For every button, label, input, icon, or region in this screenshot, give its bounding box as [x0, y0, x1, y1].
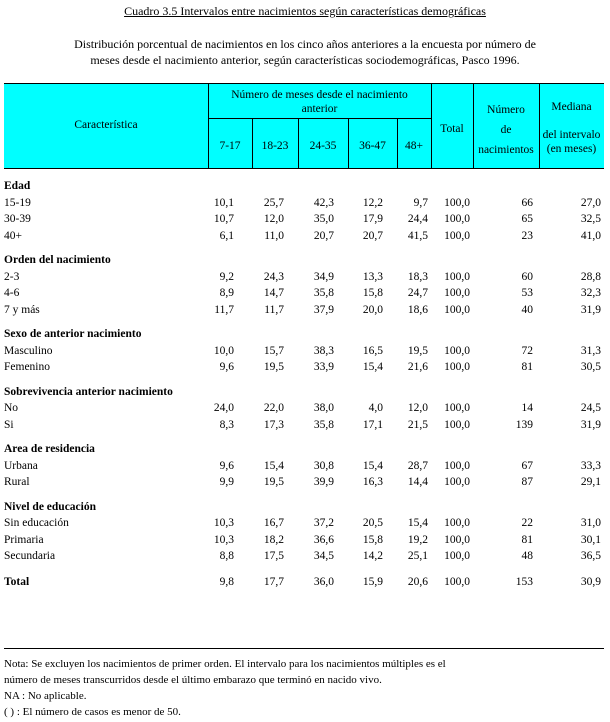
cell-n: 72: [521, 344, 533, 357]
cell-n: 65: [521, 213, 533, 225]
cell-med: 41,0: [580, 229, 601, 242]
cell-c1: 9,8: [219, 575, 234, 588]
cell-c2: 11,7: [264, 303, 284, 316]
cell-c3: 34,5: [313, 550, 334, 562]
cell-c1: 9,2: [219, 270, 234, 283]
cell-c2: 15,4: [263, 459, 284, 472]
row-label: Urbana: [4, 459, 38, 472]
cell-c5: 19,5: [407, 344, 428, 357]
cell-c2: 19,5: [263, 361, 284, 373]
cell-n: 23: [521, 229, 533, 242]
header-mediana: Mediana del intervalo (en meses): [542, 101, 601, 155]
cell-med: 27,0: [580, 196, 601, 209]
cell-c1: 24,0: [213, 402, 234, 414]
note-line: Nota: Se excluyen los nacimientos de primer orden. El intervalo para los nacimientos múltiples es el: [4, 658, 446, 670]
cell-c2: 17,5: [263, 550, 284, 562]
cell-med: 30,9: [580, 575, 601, 588]
table-row: [4, 474, 604, 491]
cell-c4: 15,8: [362, 533, 383, 546]
cell-c3: 39,9: [313, 476, 334, 488]
cell-c4: 15,8: [362, 287, 383, 299]
section-heading: Area de residencia: [4, 443, 95, 455]
cell-n: 153: [515, 575, 533, 588]
cell-n: 53: [521, 287, 533, 299]
cell-c2: 19,5: [263, 476, 284, 488]
row-label: Total: [4, 575, 30, 588]
cell-c4: 20,5: [362, 517, 383, 529]
section-heading: Orden del nacimiento: [4, 254, 111, 266]
cell-med: 30,5: [580, 361, 601, 373]
table-row: [4, 211, 604, 228]
row-label: Secundaria: [4, 550, 56, 562]
cell-total: 100,0: [444, 533, 470, 546]
cell-med: 36,5: [580, 550, 601, 562]
cell-c2: 14,7: [263, 287, 284, 299]
cell-c1: 9,9: [219, 476, 234, 488]
cell-c3: 36,6: [313, 533, 334, 546]
table-row: [4, 195, 604, 212]
cell-c4: 15,4: [362, 459, 383, 472]
cell-c4: 4,0: [368, 402, 383, 414]
section-heading: Edad: [4, 180, 31, 192]
cell-c1: 10,3: [213, 517, 234, 529]
section-heading: Sexo de anterior nacimiento: [4, 328, 142, 340]
table-row: [4, 343, 604, 360]
table-header: [4, 83, 604, 169]
table-row: [4, 417, 604, 434]
cell-total: 100,0: [444, 196, 470, 209]
header-col-18-23: 18-23: [261, 140, 289, 152]
row-label: Masculino: [4, 344, 53, 357]
cell-med: 30,1: [580, 533, 601, 546]
cell-c3: 30,8: [313, 459, 334, 472]
cell-c3: 38,3: [313, 344, 334, 357]
cell-total: 100,0: [444, 213, 470, 225]
cell-total: 100,0: [444, 476, 470, 488]
note-line: ( ) : El número de casos es menor de 50.: [4, 706, 181, 718]
cell-c1: 10,0: [213, 344, 234, 357]
table-row: [4, 532, 604, 549]
cell-c3: 33,9: [313, 361, 334, 373]
row-label: Primaria: [4, 533, 44, 546]
cell-c5: 41,5: [407, 229, 428, 242]
cell-n: 81: [521, 533, 533, 546]
cell-c3: 36,0: [313, 575, 334, 588]
cell-c4: 13,3: [362, 270, 383, 283]
cell-c5: 24,7: [407, 287, 428, 299]
cell-total: 100,0: [444, 517, 470, 529]
cell-c4: 14,2: [362, 550, 383, 562]
header-numero: Número de nacimientos: [478, 104, 534, 156]
cell-c4: 16,5: [362, 344, 383, 357]
row-label: 4-6: [4, 287, 20, 299]
cell-med: 31,9: [580, 303, 601, 316]
cell-c2: 24,3: [263, 270, 284, 283]
cell-c2: 15,7: [263, 344, 284, 357]
cell-c5: 21,6: [407, 361, 428, 373]
cell-n: 87: [521, 476, 533, 488]
cell-c4: 12,2: [362, 196, 383, 209]
section-heading: Sobrevivencia anterior nacimiento: [4, 385, 173, 398]
cell-total: 100,0: [444, 402, 470, 414]
cell-c2: 16,7: [263, 517, 284, 529]
cell-c1: 10,7: [213, 213, 234, 225]
header-total: Total: [440, 123, 464, 135]
cell-c4: 15,9: [362, 575, 383, 588]
cell-med: 29,1: [580, 476, 601, 488]
cell-c5: 19,2: [407, 533, 428, 546]
cell-c2: 25,7: [263, 196, 284, 209]
row-label: Rural: [4, 476, 30, 488]
cell-c1: 8,9: [219, 287, 234, 299]
cell-n: 67: [521, 459, 533, 472]
row-label: 40+: [4, 229, 22, 242]
cell-c1: 9,6: [219, 459, 234, 472]
table-row: [4, 359, 604, 376]
cell-c1: 6,1: [219, 229, 234, 242]
cell-c3: 42,3: [313, 196, 334, 209]
cell-c3: 35,8: [313, 287, 334, 299]
cell-n: 22: [521, 517, 533, 529]
cell-c2: 17,7: [263, 575, 284, 588]
cell-c2: 18,2: [263, 533, 284, 546]
table-row: [4, 302, 604, 319]
cell-c5: 9,7: [413, 196, 428, 209]
cell-c1: 10,1: [213, 196, 234, 209]
table-notes: [4, 656, 604, 720]
cell-n: 60: [521, 270, 533, 283]
cell-c1: 10,3: [213, 533, 234, 546]
cell-c4: 20,0: [362, 303, 383, 316]
table-row: [4, 458, 604, 475]
total-row: [4, 574, 604, 591]
table-row: [4, 400, 604, 417]
cell-total: 100,0: [444, 459, 470, 472]
cell-c1: 11,7: [214, 303, 234, 316]
cell-n: 66: [521, 196, 533, 209]
cell-c5: 18,6: [407, 303, 428, 316]
cell-c4: 15,4: [362, 361, 383, 373]
cell-n: 139: [515, 418, 533, 431]
row-label: Femenino: [4, 361, 50, 373]
row-label: Sin educación: [4, 517, 69, 529]
cell-c4: 17,1: [362, 418, 383, 431]
cell-n: 48: [521, 550, 533, 562]
table-row: [4, 515, 604, 532]
header-caracteristica: Característica: [74, 119, 138, 131]
cell-c5: 24,4: [407, 213, 428, 225]
table-subtitle: Distribución porcentual de nacimientos en los cinco años anteriores a la encuesta por número de meses desde el nacimiento anterior, según características sociodemográficas, Pasco 1996.: [74, 37, 536, 67]
cell-c3: 38,0: [313, 402, 334, 414]
cell-c5: 25,1: [407, 550, 428, 562]
table-title: Cuadro 3.5 Intervalos entre nacimientos según características demográficas: [124, 4, 486, 18]
row-label: 2-3: [4, 270, 20, 283]
cell-n: 14: [521, 402, 533, 414]
cell-med: 31,3: [580, 344, 601, 357]
cell-total: 100,0: [444, 361, 470, 373]
cell-c3: 37,2: [313, 517, 334, 529]
cell-c4: 17,9: [362, 213, 383, 225]
header-col-36-47: 36-47: [359, 140, 386, 152]
row-label: 30-39: [4, 213, 31, 225]
cell-c3: 37,9: [313, 303, 334, 316]
table-body: [4, 178, 604, 590]
cell-c5: 12,0: [407, 402, 428, 414]
header-col-7-17: 7-17: [219, 140, 241, 152]
cell-total: 100,0: [444, 344, 470, 357]
cell-med: 28,8: [580, 270, 601, 283]
table-row: [4, 269, 604, 286]
row-label: 15-19: [4, 196, 31, 209]
cell-total: 100,0: [444, 550, 470, 562]
cell-c2: 17,3: [263, 418, 284, 431]
cell-total: 100,0: [444, 575, 470, 588]
cell-c5: 28,7: [407, 459, 428, 472]
cell-total: 100,0: [444, 229, 470, 242]
cell-c5: 21,5: [407, 418, 428, 431]
cell-c4: 16,3: [362, 476, 383, 488]
cell-n: 40: [521, 303, 533, 316]
cell-c1: 8,8: [219, 550, 234, 562]
table-row: [4, 285, 604, 302]
cell-total: 100,0: [444, 418, 470, 431]
cell-total: 100,0: [444, 270, 470, 283]
cell-total: 100,0: [444, 303, 470, 316]
cell-total: 100,0: [444, 287, 470, 299]
header-col-48: 48+: [405, 140, 423, 152]
cell-med: 32,3: [580, 287, 601, 299]
cell-c2: 22,0: [263, 402, 284, 414]
cell-c5: 20,6: [407, 575, 428, 588]
cell-c5: 14,4: [407, 476, 428, 488]
note-line: número de meses transcurridos desde el último embarazo que terminó en nacido vivo.: [4, 674, 382, 686]
cell-c1: 8,3: [219, 418, 234, 431]
table-row: [4, 548, 604, 565]
cell-med: 24,5: [580, 402, 601, 414]
header-meses: Número de meses desde el nacimiento anterior: [231, 89, 408, 115]
cell-med: 33,3: [580, 459, 601, 472]
table-row: [4, 228, 604, 245]
cell-med: 31,0: [580, 517, 601, 529]
cell-c3: 34,9: [313, 270, 334, 283]
cell-c2: 11,0: [264, 229, 284, 242]
header-col-24-35: 24-35: [309, 140, 337, 152]
row-label: No: [4, 402, 19, 414]
bottom-rule: [4, 648, 604, 649]
note-line: NA : No aplicable.: [4, 690, 87, 702]
cell-c2: 12,0: [263, 213, 284, 225]
row-label: 7 y más: [4, 303, 40, 316]
cell-c3: 20,7: [313, 229, 334, 242]
row-label: Si: [4, 418, 14, 431]
cell-c3: 35,0: [313, 213, 334, 225]
cell-c4: 20,7: [362, 229, 383, 242]
section-heading: Nivel de educación: [4, 500, 96, 513]
cell-c5: 15,4: [407, 517, 428, 529]
cell-c5: 18,3: [407, 270, 428, 283]
cell-med: 32,5: [580, 213, 601, 225]
cell-c1: 9,6: [219, 361, 234, 373]
cell-med: 31,9: [580, 418, 601, 431]
cell-c3: 35,8: [313, 418, 334, 431]
cell-n: 81: [521, 361, 533, 373]
